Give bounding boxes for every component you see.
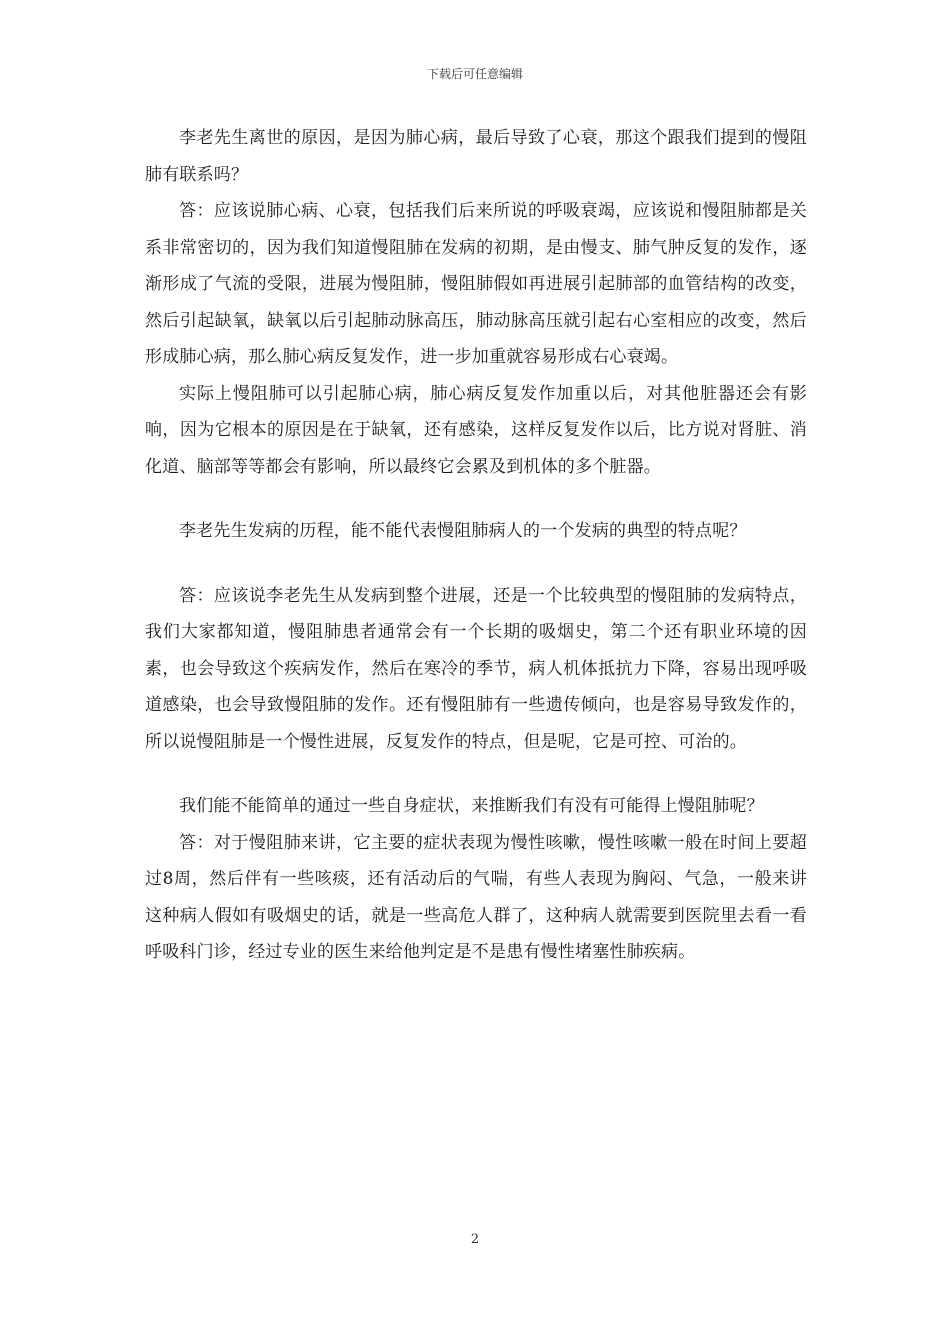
paragraph-answer-1: 答：应该说肺心病、心衰，包括我们后来所说的呼吸衰竭，应该说和慢阻肺都是关系非常密切的，因为我们知道慢阻肺在发病的初期，是由慢支、肺气肿反复的发作，逐渐形成了气流的受限，进展为慢阻肺，慢阻肺假如再进展引起肺部的血管结构的改变，然后引起缺氧，缺氧以后引起肺动脉高压，肺动脉高压就引起右心室相应的改变，然后形成肺心病，那么肺心病反复发作，进一步加重就容易形成右心衰竭。 xyxy=(145,201,807,367)
paragraph-spacer xyxy=(145,760,807,788)
page-number: 2 xyxy=(470,1232,480,1247)
document-body xyxy=(145,120,807,971)
page-header: 下载后可任意编辑 xyxy=(426,67,523,81)
paragraph-spacer xyxy=(145,550,807,578)
paragraph-answer-2: 答：应该说李老先生从发病到整个进展，还是一个比较典型的慢阻肺的发病特点，我们大家都知道，慢阻肺患者通常会有一个长期的吸烟史，第二个还有职业环境的因素，也会导致这个疾病发作，然后在寒冷的季节，病人机体抵抗力下降，容易出现呼吸道感染，也会导致慢阻肺的发作。还有慢阻肺有一些遗传倾向，也是容易导致发作的，所以说慢阻肺是一个慢性进展，反复发作的特点，但是呢，它是可控、可治的。 xyxy=(145,585,807,752)
paragraph-question-2: 李老先生发病的历程，能不能代表慢阻肺病人的一个发病的典型的特点呢？ xyxy=(179,521,747,541)
paragraph-question-1: 李老先生离世的原因，是因为肺心病，最后导致了心衰，那这个跟我们提到的慢阻肺有联系吗？ xyxy=(145,128,807,185)
paragraph-answer-1-continued: 实际上慢阻肺可以引起肺心病，肺心病反复发作加重以后，对其他脏器还会有影响，因为它根本的原因是在于缺氧，还有感染，这样反复发作以后，比方说对肾脏、消化道、脑部等等都会有影响，所以最终它会累及到机体的多个脏器。 xyxy=(145,383,807,477)
paragraph-spacer xyxy=(145,485,807,513)
paragraph-question-3: 我们能不能简单的通过一些自身症状，来推断我们有没有可能得上慢阻肺呢？ xyxy=(179,796,764,816)
paragraph-answer-3: 答：对于慢阻肺来讲，它主要的症状表现为慢性咳嗽，慢性咳嗽一般在时间上要超过8周，然后伴有一些咳痰，还有活动后的气喘，有些人表现为胸闷、气急，一般来讲这种病人假如有吸烟史的话，就是一些高危人群了，这种病人就需要到医院里去看一看呼吸科门诊，经过专业的医生来给他判定是不是患有慢性堵塞性肺疾病。 xyxy=(145,832,807,962)
